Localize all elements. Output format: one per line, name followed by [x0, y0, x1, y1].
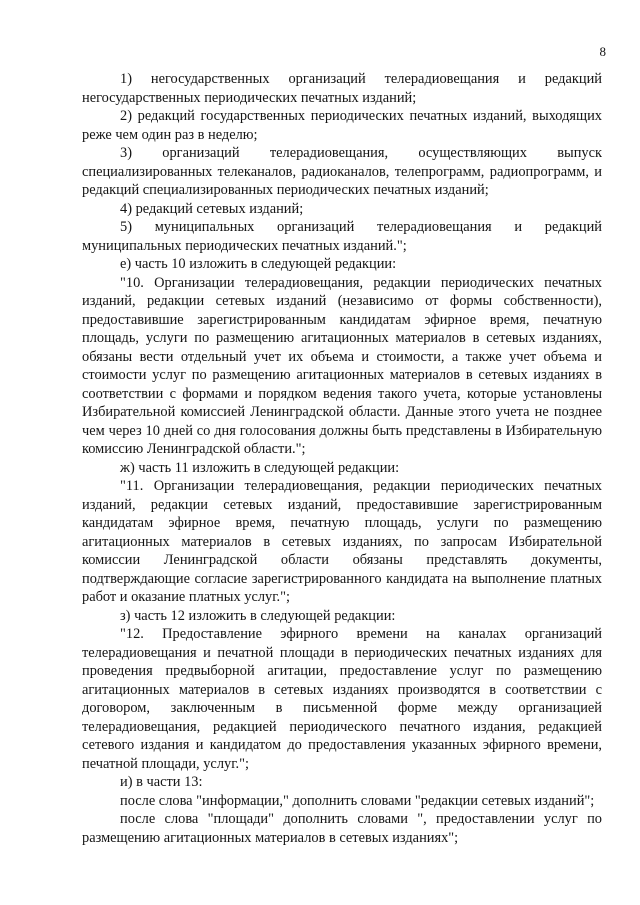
paragraph-part-12: "12. Предоставление эфирного времени на каналах организаций телерадиовещания и печатной площади в периодических печатных изданиях для проведения предвыборной агитации, предоставление услуг по размещению агитационных материалов в сетевых изданиях производятся в соответствии с договором, заключенным в письменной форме между организацией телерадиовещания, редакцией периодического печатного издания, редакцией сетевого издания и кандидатом до предоставления указанных эфирного времени, печатной площади, услуг."; [82, 626, 602, 772]
paragraph-insert-2: после слова "площади" дополнить словами ", предоставлении услуг по размещению агитационных материалов в сетевых изданиях"; [82, 811, 602, 846]
paragraph-item-4: 4) редакций сетевых изданий; [120, 200, 304, 217]
paragraph-amend-zh: ж) часть 11 изложить в следующей редакции: [120, 459, 400, 476]
paragraph-item-1: 1) негосударственных организаций телерадиовещания и редакций негосударственных периодических печатных изданий; [82, 71, 602, 106]
paragraph-part-11: "11. Организации телерадиовещания, редакции периодических печатных изданий, редакции сетевых изданий, предоставившие зарегистрированным кандидатам эфирное время, печатную площадь, услуги по размещению агитационных материалов в сетевых изданиях, по запросам Избирательной комиссии Ленинградской области обязаны представлять документы, подтверждающие согласие зарегистрированного кандидата на выполнение платных работ и оказание платных услуг."; [82, 478, 602, 605]
paragraph-amend-z: з) часть 12 изложить в следующей редакции: [120, 607, 396, 624]
paragraph-amend-i: и) в части 13: [120, 774, 203, 790]
paragraph-item-5: 5) муниципальных организаций телерадиовещания и редакций муниципальных периодических печатных изданий."; [82, 219, 602, 254]
paragraph-item-2: 2) редакций государственных периодических печатных изданий, выходящих реже чем один раз в неделю; [82, 108, 602, 143]
paragraph-insert-1: после слова "информации," дополнить словами "редакции сетевых изданий"; [120, 792, 595, 809]
page-number: 8 [599, 44, 606, 59]
document-body [82, 70, 602, 847]
paragraph-item-3: 3) организаций телерадиовещания, осуществляющих выпуск специализированных телеканалов, радиоканалов, телепрограмм, радиопрограмм, и редакций специализированных периодических печатных изданий; [82, 145, 602, 198]
paragraph-amend-e: е) часть 10 изложить в следующей редакции: [120, 256, 397, 272]
paragraph-part-10: "10. Организации телерадиовещания, редакции периодических печатных изданий, редакции сетевых изданий (независимо от формы собственности), предоставившие зарегистрированным кандидатам эфирное время, печатную площадь, услуги по размещению агитационных материалов в сетевых изданиях, обязаны вести отдельный учет их объема и стоимости, а также учет объема и стоимости услуг по размещению агитационных материалов в сетевых изданиях в соответствии с формами и порядком ведения такого учета, которые установлены Избирательной комиссией Ленинградской области. Данные этого учета не позднее чем через 10 дней со дня голосования должны быть представлены в Избирательную комиссию Ленинградской области."; [82, 274, 602, 457]
